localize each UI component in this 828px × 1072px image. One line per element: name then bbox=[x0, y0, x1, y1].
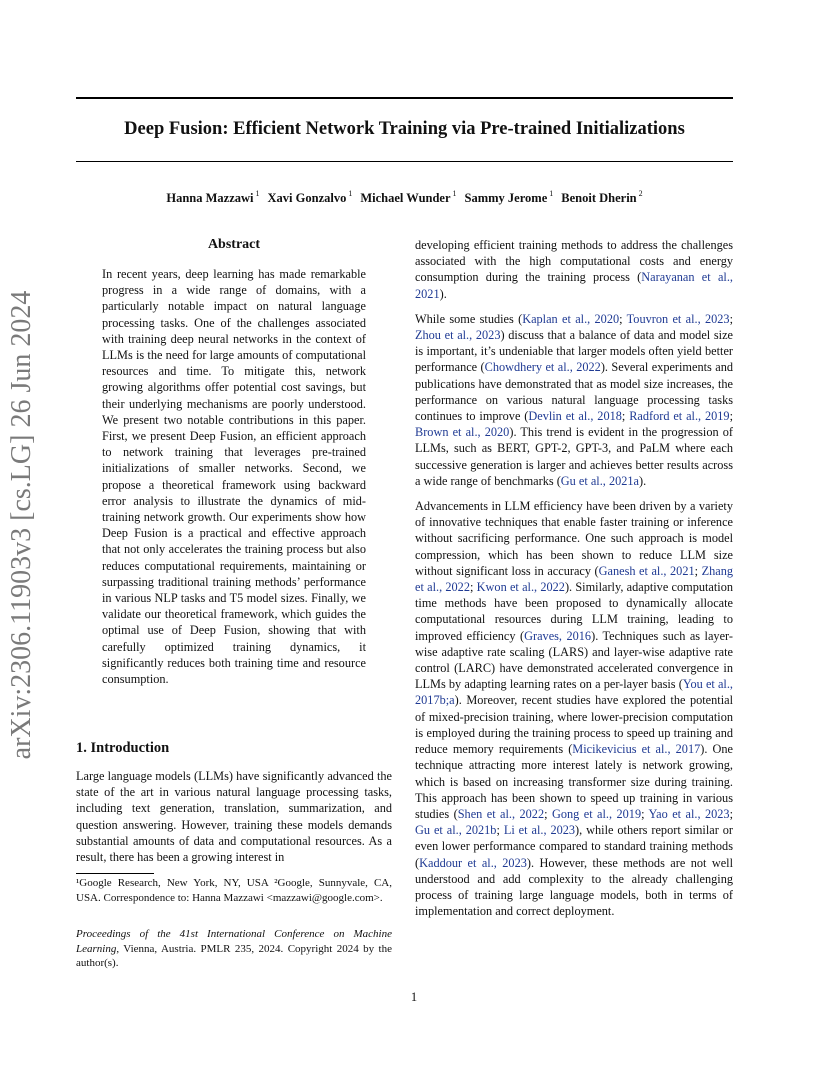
intro-paragraph: Large language models (LLMs) have significantly advanced the state of the art in various natural language processing tasks, including text generation, translation, summarization, and question answering. However, training these models demands substantial amounts of data and computational resources. As a result, there has been a growing interest in bbox=[76, 769, 392, 865]
citation-link[interactable]: Li et al., 2023 bbox=[503, 823, 576, 838]
paragraph-text: developing efficient training methods to address the challenges associated with the high computational costs and energy consumption during the training process ( bbox=[415, 238, 733, 285]
abstract-text: In recent years, deep learning has made remarkable progress in a wide range of domains, with a particularly notable impact on natural language processing tasks. One of the challenges associated with training deep neural networks in the context of LLMs is the need for large amounts of computational resources and time. To mitigate this, network growing algorithms offer potential cost savings, but their underlying mechanisms are poorly understood. We present two notable contributions in this paper. First, we present Deep Fusion, an efficient approach to network training that leverages pre-trained initializations of smaller networks. Second, we propose a theoretical framework using backward error analysis to illustrate the dynamics of mid-training network growth. Our experiments show how Deep Fusion is a practical and effective approach that not only accelerates the training process but also reduces computational requirements, maintaining or surpassing traditional training methods’ performance in various NLP tasks and T5 model sizes. Finally, we validate our theoretical framework, which guides the optimal use of Deep Fusion, showing that with carefully optimized training dynamics, it significantly reduces both training time and resource consumption. bbox=[102, 267, 366, 687]
citation-link[interactable]: Zhou et al., 2023 bbox=[415, 328, 501, 343]
paragraph-text: ). This trend is evident in the progression of LLMs, such as BERT, GPT-2, GPT-3, and PaLM where each successive generation is larger and achieves better results across a wide range of benchmarks ( bbox=[415, 425, 733, 488]
arxiv-stamp: arXiv:2306.11903v3 [cs.LG] 26 Jun 2024 bbox=[6, 290, 37, 760]
paragraph-text: ). bbox=[439, 286, 447, 301]
paper-title: Deep Fusion: Efficient Network Training via Pre-trained Initializations bbox=[124, 119, 685, 139]
proceedings-venue: Proceedings of the 41st International Conference on Machine Learning bbox=[76, 928, 392, 955]
author-name: Sammy Jerome bbox=[464, 191, 548, 205]
citation-link[interactable]: You et al., 2017b;a bbox=[415, 677, 733, 708]
author-name: Hanna Mazzawi bbox=[166, 191, 254, 205]
author bbox=[465, 191, 554, 205]
citation-link[interactable]: Kwon et al., 2022 bbox=[476, 580, 565, 595]
right-column bbox=[415, 237, 733, 928]
paragraph-text: ; bbox=[729, 806, 733, 821]
citation-link[interactable]: Micikevicius et al., 2017 bbox=[572, 742, 701, 757]
citation-link[interactable]: Graves, 2016 bbox=[524, 628, 592, 643]
citation-link[interactable]: Kaddour et al., 2023 bbox=[419, 855, 527, 870]
paragraph-text: ; bbox=[641, 806, 649, 821]
citation-link[interactable]: Zhang et al., 2022 bbox=[415, 563, 733, 595]
paragraph-text: ) discuss that a balance of data and model size is important, it’s undeniable that larger models often yield better performance ( bbox=[415, 328, 733, 375]
citation-link[interactable]: Gu et al., 2021a bbox=[560, 473, 639, 488]
affiliation-marker: 2 bbox=[638, 189, 643, 198]
affiliation-marker: 1 bbox=[452, 189, 457, 198]
title-rule bbox=[76, 161, 733, 162]
paragraph-text: ; bbox=[694, 563, 702, 578]
citation-link[interactable]: Shen et al., 2022 bbox=[457, 806, 545, 821]
affiliation-marker: 1 bbox=[255, 189, 260, 198]
paragraph-text: ). Moreover, recent studies have explored the potential of mixed-precision training, where lower-precision computation is employed during the training process to speed up training and reduce memory requirements ( bbox=[415, 693, 733, 757]
proceedings-note bbox=[76, 927, 392, 971]
paragraph-text: ). However, these methods are not well understood and add complexity to the already challenging process of training large language models, both in terms of implementation and correct deployment. bbox=[415, 855, 733, 919]
body-paragraph bbox=[415, 237, 733, 302]
citation-link[interactable]: Touvron et al., 2023 bbox=[626, 311, 730, 326]
author bbox=[166, 191, 259, 205]
top-rule bbox=[76, 97, 733, 99]
paragraph-text: ). Several experiments and publications have demonstrated that as model size increases, the performance on various natural language processing tasks continues to improve ( bbox=[415, 360, 733, 424]
footnote-rule bbox=[76, 873, 154, 874]
affiliation-marker: 1 bbox=[549, 189, 554, 198]
citation-link[interactable]: Kaplan et al., 2020 bbox=[522, 311, 620, 326]
author-name: Benoit Dherin bbox=[561, 191, 637, 205]
paragraph-text: ; bbox=[729, 409, 733, 424]
paragraph-text: ). One technique attracting more interest lately is network growing, which is based on increasing transformer size during training. This approach has been shown to speed up training in various studies ( bbox=[415, 742, 733, 821]
citation-link[interactable]: Chowdhery et al., 2022 bbox=[484, 360, 601, 375]
proceedings-details: , Vienna, Austria. PMLR 235, 2024. Copyright 2024 by the author(s). bbox=[76, 942, 392, 969]
author bbox=[268, 191, 353, 205]
author bbox=[360, 191, 456, 205]
paragraph-text: Advancements in LLM efficiency have been driven by a variety of innovative techniques that enable faster training or inference without sacrificing performance. One such approach is model compression, which has been shown to reduce LLM size without significant loss in accuracy ( bbox=[415, 499, 733, 578]
paragraph-text: ). Similarly, adaptive computation time methods have been proposed to dynamically allocate computational resources during LLM training, leading to improved efficiency ( bbox=[415, 580, 734, 643]
paragraph-text: ; bbox=[619, 311, 627, 326]
citation-link[interactable]: Ganesh et al., 2021 bbox=[598, 563, 695, 578]
citation-link[interactable]: Brown et al., 2020 bbox=[415, 425, 510, 440]
citation-link[interactable]: Gong et al., 2019 bbox=[551, 806, 642, 821]
paragraph-text: ; bbox=[469, 580, 477, 595]
page-number: 1 bbox=[410, 990, 418, 1004]
citation-link[interactable]: Yao et al., 2023 bbox=[648, 806, 730, 821]
affiliation-marker: 1 bbox=[348, 189, 353, 198]
paragraph-text: ; bbox=[729, 311, 733, 326]
paragraph-text: ; bbox=[496, 823, 504, 838]
author-name: Michael Wunder bbox=[360, 191, 451, 205]
citation-link[interactable]: Devlin et al., 2018 bbox=[528, 409, 622, 424]
paragraph-text: ), while others report similar or even lower performance compared to standard training methods ( bbox=[415, 823, 733, 870]
citation-link[interactable]: Gu et al., 2021b bbox=[415, 823, 497, 838]
paragraph-text: While some studies ( bbox=[415, 311, 523, 326]
citation-link[interactable]: Radford et al., 2019 bbox=[629, 409, 730, 424]
paragraph-text: ; bbox=[621, 409, 630, 424]
paragraph-text: ). bbox=[639, 473, 647, 488]
section-heading-introduction: 1. Introduction bbox=[76, 740, 170, 756]
body-paragraph bbox=[415, 311, 733, 489]
abstract-heading: Abstract bbox=[207, 237, 261, 252]
affiliations-footnote: ¹Google Research, New York, NY, USA ²Google, Sunnyvale, CA, USA. Correspondence to: Hanna Mazzawi <mazzawi@google.com>. bbox=[76, 877, 392, 904]
author-list bbox=[76, 191, 733, 206]
paragraph-text: ; bbox=[544, 806, 552, 821]
author-name: Xavi Gonzalvo bbox=[267, 191, 347, 205]
citation-link[interactable]: Narayanan et al., 2021 bbox=[415, 270, 733, 301]
author bbox=[561, 191, 642, 205]
body-paragraph bbox=[415, 498, 733, 919]
paragraph-text: ). Techniques such as layer-wise adaptive rate scaling (LARS) and layer-wise adaptive rate control (LARC) have demonstrated accelerated convergence in LLMs by adapting learning rates on a per-layer basis ( bbox=[415, 628, 733, 692]
